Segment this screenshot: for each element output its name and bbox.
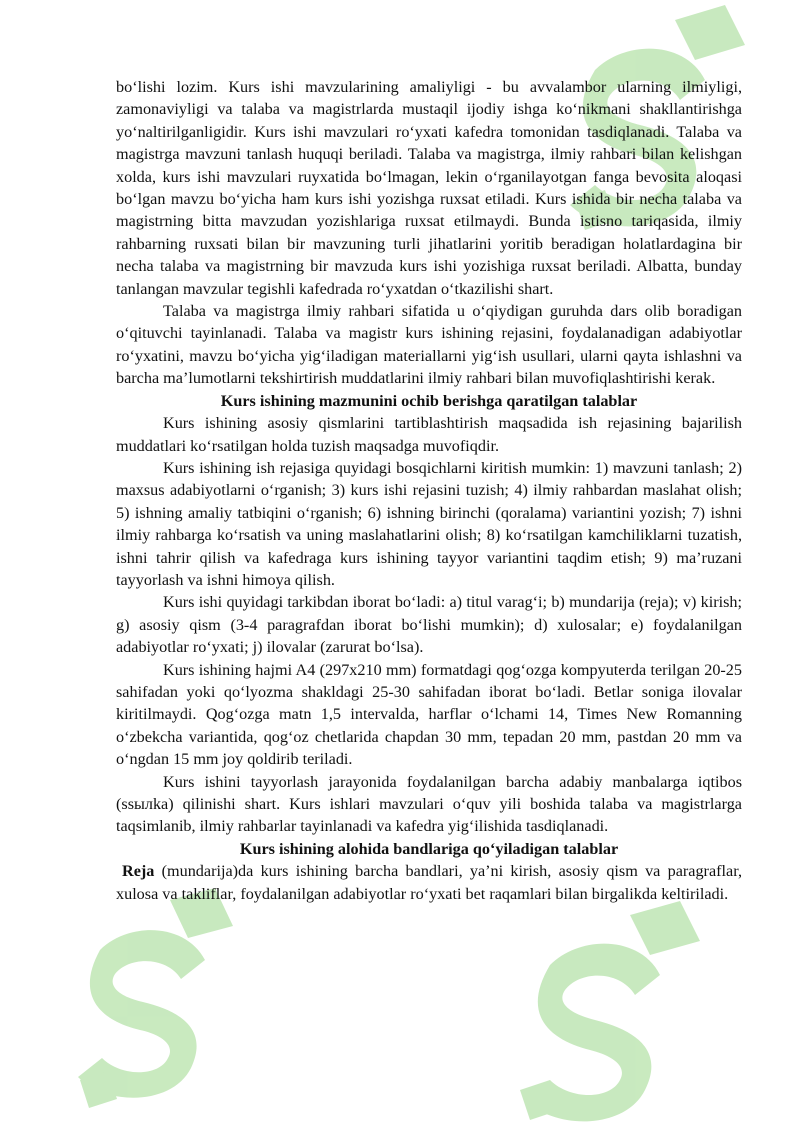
section-heading-mazmun: Kurs ishining mazmunini ochib berishga qaratilgan talablar (220, 391, 638, 410)
reja-term: Reja (122, 862, 155, 881)
watermark-logo-bottom-left (70, 880, 250, 1130)
paragraph-ilmiy-rahbar: Talaba va magistrga ilmiy rahbari sifatida u o‘qiydigan guruhda dars olib boradigan o‘qituvchi tayinlanadi. Talaba va magistr kurs ishining rejasini, foydalanadigan adabiyotlar ro‘yxatini, mavzu bo‘yicha yig‘iladigan materiallarni yig‘ish usullari, ularni qayta ishlashni va barcha ma’lumotlarni tekshirtirish muddatlarini ilmiy rahbari bilan muvofiqlashtirishi kerak. (116, 302, 742, 388)
paragraph-reja (116, 860, 742, 905)
section-heading-bandlar: Kurs ishining alohida bandlariga qo‘yiladigan talablar (239, 839, 619, 858)
paragraph-iqtibos: Kurs ishini tayyorlash jarayonida foydalanilgan barcha adabiy manbalarga iqtibos (ssылka) qilinishi shart. Kurs ishlari mavzulari o‘quv yili boshida talaba va magistrlarga taqsimlanib, ilmiy rahbarlar tayinlanadi va kafedra yig‘ilishida tasdiqlanadi. (116, 772, 742, 836)
reja-text: (mundarija)da kurs ishining barcha bandlari, ya’ni kirish, asosiy qism va paragraflar, xulosa va takliflar, foydalanilgan adabiyotlar ro‘yxati bet raqamlari bilan birgalikda keltiriladi. (116, 862, 742, 903)
watermark-logo-bottom-right (500, 900, 720, 1130)
document-body (116, 76, 742, 905)
paragraph-ish-rejasi-muddatlari: Kurs ishining asosiy qismlarini tartiblashtirish maqsadida ish rejasining bajarilish muddatlari ko‘rsatilgan holda tuzish maqsadga muvofiqdir. (116, 414, 742, 455)
paragraph-mavzular: bo‘lishi lozim. Kurs ishi mavzularining amaliyligi - bu avvalambor ularning ilmiyligi, zamonaviyligi va talaba va magistrlarda mustaqil ijodiy ishga ko‘nikmani shakllantirishga yo‘naltirilganligidir. Kurs ishi mavzulari ro‘yxati kafedra tomonidan tasdiqlanadi. Talaba va magistrga mavzuni tanlash huquqi beriladi. Talaba va magistrga, ilmiy rahbari bilan kelishgan xolda, kurs ishi mavzulari ruyxatida bo‘lmagan, lekin o‘rganilayotgan fanga bevosita aloqasi bo‘lgan mavzu bo‘yicha ham kurs ishi yozishga ruxsat etiladi. Kurs ishida bir necha talaba va magistrning bitta mavzudan yozishlariga ruxsat etilmaydi. Bunda istisno tariqasida, ilmiy rahbarning ruxsati bilan bir mavzuning turli jihatlarini yoritib beradigan holatlardagina bir necha talaba va magistrning bir mavzuda kurs ishi yozishiga ruxsat beriladi. Albatta, bunday tanlangan mavzular tegishli kafedrada ro‘yxatdan o‘tkazilishi shart. (116, 78, 742, 298)
paragraph-tarkib: Kurs ishi quyidagi tarkibdan iborat bo‘ladi: a) titul varag‘i; b) mundarija (reja); v) kirish; g) asosiy qism (3-4 paragrafdan iborat bo‘lishi mumkin); d) xulosalar; e) foydalanilgan adabiyotlar ro‘yxati; j) ilovalar (zarurat bo‘lsa). (116, 593, 742, 657)
paragraph-ish-rejasi-bosqichlari: Kurs ishining ish rejasiga quyidagi bosqichlarni kiritish mumkin: 1) mavzuni tanlash; 2) maxsus adabiyotlarni o‘rganish; 3) kurs ishi rejasini tuzish; 4) ilmiy rahbardan maslahat olish; 5) ishning amaliy tatbiqini o‘rganish; 6) ishning birinchi (qoralama) variantini yozish; 7) ishni ilmiy rahbarga ko‘rsatish va uning maslahatlarini olish; 8) ko‘rsatilgan kamchiliklarni tuzatish, ishni tahrir qilish va kafedraga kurs ishining tayyor variantini taqdim etish; 9) ma’ruzani tayyorlash va ishni himoya qilish. (116, 458, 742, 589)
paragraph-hajm: Kurs ishining hajmi A4 (297x210 mm) formatdagi qog‘ozga kompyuterda terilgan 20-25 sahifadan yoki qo‘lyozma shakldagi 25-30 sahifadan iborat bo‘ladi. Betlar soniga ilovalar kiritilmaydi. Qog‘ozga matn 1,5 intervalda, harflar o‘lchami 14, Times New Romanning o‘zbekcha variantida, qog‘oz chetlarida chapdan 30 mm, tepadan 20 mm, pastdan 20 mm va o‘ngdan 15 mm joy qoldirib teriladi. (116, 660, 742, 769)
